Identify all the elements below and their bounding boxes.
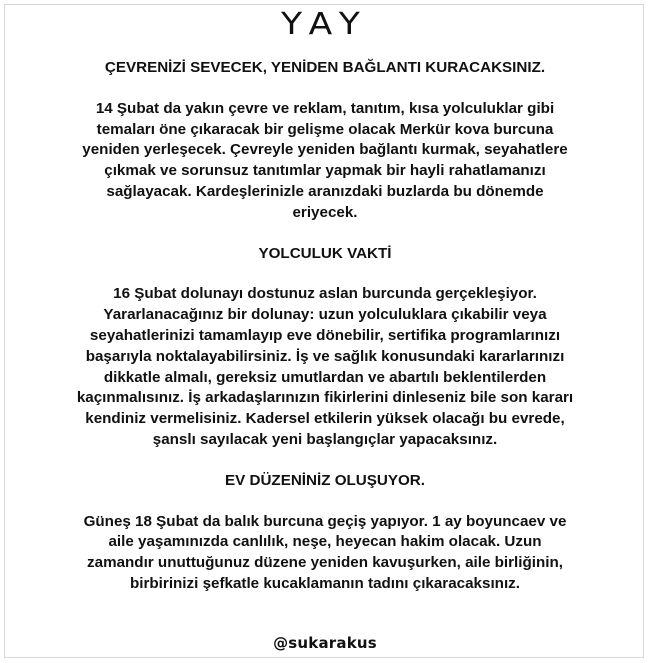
section-heading: YOLCULUK VAKTİ	[258, 244, 392, 262]
section-heading: ÇEVRENİZİ SEVECEK, YENİDEN BAĞLANTI KURACAKSINIZ.	[104, 59, 546, 76]
body-line: başarıyla noktalayabilirsiniz. İş ve sağlık konusundaki kararlarınızı	[85, 347, 565, 365]
body-line: 14 Şubat da yakın çevre ve reklam, tanıtım, kısa yolculuklar gibi	[95, 99, 555, 117]
zodiac-sign-title: YAY	[280, 7, 369, 42]
body-line: dikkatle almalı, gereksiz umutlardan ve abartılı beklentilerden	[103, 368, 547, 386]
body-line: kendiniz vermelisiniz. Kadersel etkilerin yüksek olacağı bu evrede,	[85, 410, 565, 428]
body-line: kaçınmalısınız. İş arkadaşlarınızın fikirlerini dinleseniz bile son kararı	[76, 389, 574, 407]
horoscope-body	[10, 58, 640, 595]
body-line: yeniden yerleşecek. Çevreyle yeniden bağlantı kurmak, seyahatlere	[82, 141, 568, 159]
body-line: aile yaşamınızda canlılık, neşe, heyecan hakim olacak. Uzun	[108, 533, 542, 551]
body-line: Yararlanacağınız bir dolunay: uzun yolculuklara çıkabilir veya	[103, 306, 547, 324]
body-line: çıkmak ve sorunsuz tanıtımlar yapmak bir hayli rahatlamanızı	[104, 162, 546, 180]
body-line: 16 Şubat dolunayı dostunuz aslan burcunda gerçekleşiyor.	[113, 285, 537, 303]
body-line: eriyecek.	[292, 203, 358, 221]
body-line: şanslı sayılacak yeni başlangıçlar yapacaksınız.	[152, 430, 498, 448]
body-line: sağlayacak. Kardeşlerinizle aranızdaki buzlarda bu dönemde	[106, 182, 544, 200]
author-handle: @sukarakus	[273, 634, 377, 652]
body-line: seyahatlerinizi tamamlayıp eve dönebilir, sertifika programlarınızı	[89, 326, 561, 344]
body-line: zamandır unuttuğunuz düzene yeniden kavuşurken, aile birliğinin,	[87, 554, 563, 572]
body-line: temaları öne çıkaracak bir gelişme olacak Merkür kova burcuna	[96, 120, 554, 138]
section-heading: EV DÜZENİNİZ OLUŞUYOR.	[225, 471, 425, 489]
body-line: birbirinizi şefkatle kucaklamanın tadını çıkaracaksınız.	[130, 574, 520, 592]
body-line: Güneş 18 Şubat da balık burcuna geçiş yapıyor. 1 ay boyuncaev ve	[83, 512, 567, 530]
